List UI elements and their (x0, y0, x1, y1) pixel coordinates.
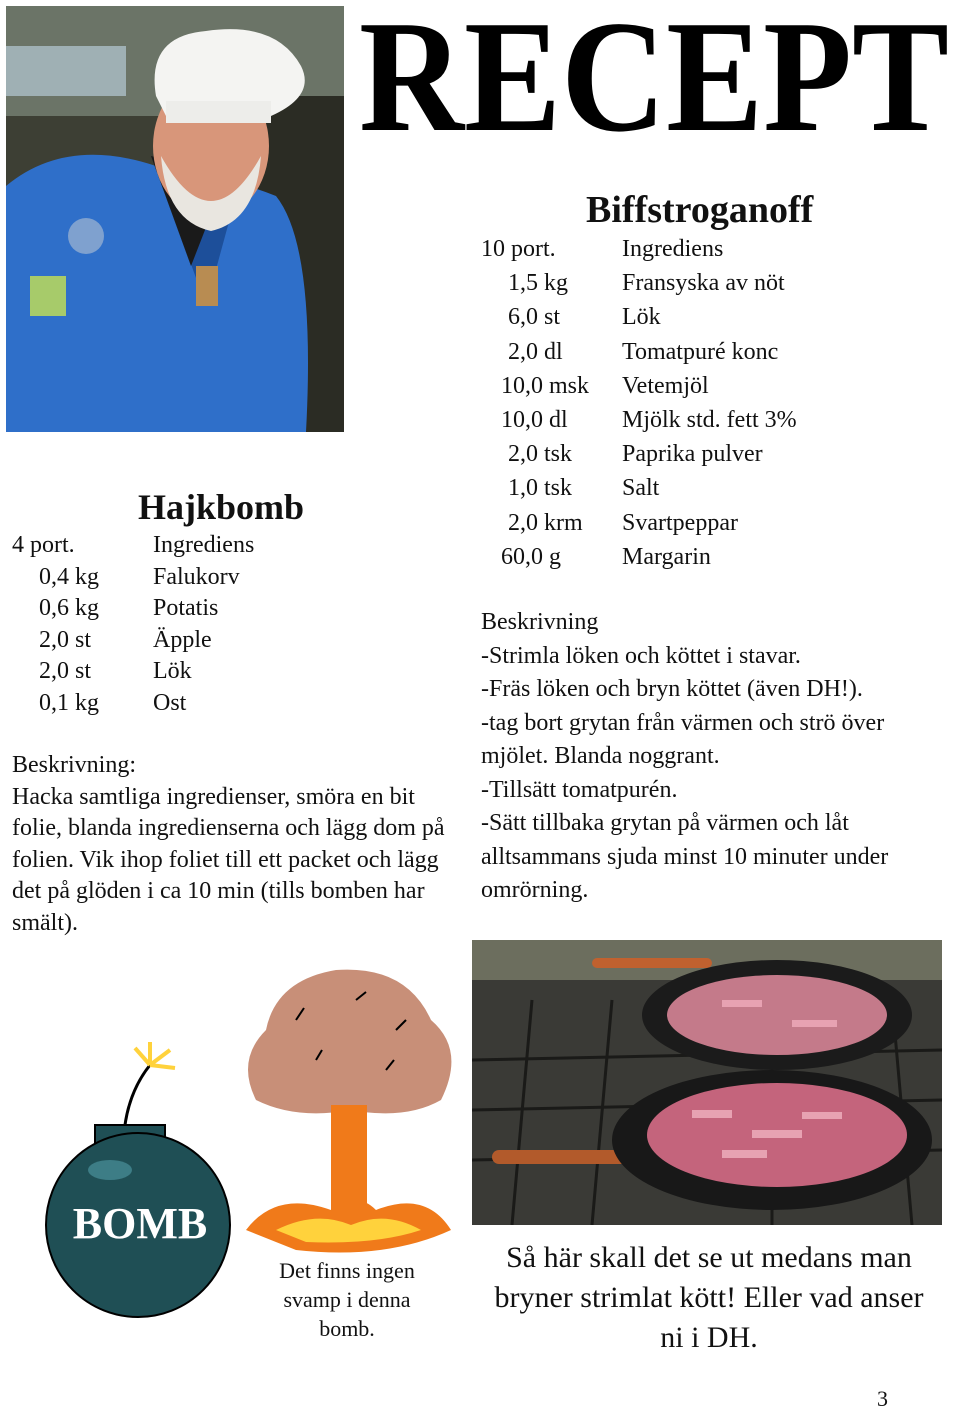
ingredient-row (481, 506, 941, 540)
ingredient-name: Falukorv (153, 563, 240, 590)
biffstroganoff-title: Biffstroganoff (586, 189, 814, 231)
ingredient-row (12, 562, 332, 594)
ingredient-name: Ost (153, 689, 187, 716)
ingredient-row (481, 403, 941, 437)
ingredient-name: Vetemjöl (622, 372, 709, 399)
description-step: -Sätt tillbaka grytan på värmen och låt alltsammans sjuda minst 10 minuter under omrörning. (481, 810, 889, 903)
chef-photo (6, 6, 344, 432)
hajkbomb-ingredients (12, 530, 332, 719)
ingredient-qty: 2,0 st (39, 626, 92, 653)
ingredient-qty: 2,0 krm (508, 509, 583, 536)
ingredient-qty: 0,6 kg (39, 595, 99, 621)
ingredient-name: Tomatpuré konc (622, 338, 779, 365)
ingredient-row (481, 300, 941, 334)
ingredient-row (481, 540, 941, 574)
ingredient-name: Paprika pulver (622, 441, 763, 468)
ingredient-row (12, 688, 332, 720)
ingredient-row (481, 437, 941, 471)
description-step: -Tillsätt tomatpurén. (481, 776, 678, 803)
portions: 10 port. (481, 236, 556, 262)
ingredient-qty: 2,0 tsk (508, 441, 573, 468)
biffstroganoff-description (481, 606, 931, 908)
ingredient-qty: 1,5 kg (508, 270, 568, 297)
ingredient-row (481, 369, 941, 403)
ingredient-row (12, 656, 332, 688)
ingredient-qty: 2,0 st (39, 658, 92, 684)
ingredient-row (12, 593, 332, 625)
biffstroganoff-ingredients (481, 232, 941, 574)
ingredient-name: Lök (622, 304, 661, 331)
ingredient-qty: 2,0 dl (508, 338, 563, 365)
ingredient-row (481, 471, 941, 505)
ingredient-qty: 10,0 dl (501, 406, 568, 433)
banner-title: RECEPT (359, 0, 949, 165)
ingredient-header: Ingrediens (153, 532, 255, 558)
frying-pans-photo (472, 940, 942, 1225)
ingredient-name: Potatis (153, 595, 219, 621)
ingredient-qty: 60,0 g (501, 543, 561, 570)
description-step: -tag bort grytan från värmen och strö över mjölet. Blanda noggrant. (481, 709, 885, 769)
ingredient-qty: 10,0 msk (501, 372, 590, 399)
ingredient-name: Äpple (153, 626, 212, 653)
ingredient-name: Fransyska av nöt (622, 270, 785, 297)
bomb-label: BOMB (72, 1199, 208, 1248)
ingredient-row (481, 266, 941, 300)
ingredient-name: Svartpeppar (622, 509, 738, 536)
ingredient-row (12, 625, 332, 657)
ingredient-qty: 1,0 tsk (508, 475, 573, 502)
description-step: -Strimla löken och köttet i stavar. (481, 642, 801, 669)
description-label: Beskrivning (481, 609, 599, 635)
hajkbomb-title: Hajkbomb (138, 487, 305, 527)
ingredient-name: Lök (153, 658, 192, 684)
mushroom-cloud-illustration (236, 960, 466, 1260)
portions: 4 port. (12, 532, 75, 558)
ingredient-qty: 0,1 kg (39, 689, 99, 716)
bomb-illustration (0, 1030, 250, 1330)
ingredient-name: Margarin (622, 543, 711, 570)
recept-banner (348, 0, 960, 200)
bomb-caption: Det finns ingen svamp i denna bomb. (279, 1258, 415, 1341)
ingredient-row (481, 335, 941, 369)
pans-caption: Så här skall det se ut medans man bryner strimlat kött! Eller vad anser ni i DH. (494, 1241, 924, 1354)
ingredient-header-row (481, 232, 941, 266)
ingredient-qty: 6,0 st (508, 304, 561, 331)
description-step: -Fräs löken och bryn köttet (även DH!). (481, 676, 863, 702)
description-text: Hacka samtliga ingredienser, smöra en bit folie, blanda ingredienserna och lägg dom på folien. Vik ihop foliet till ett packet och lägg det på glöden i ca 10 min (tills bomben har smält). (12, 783, 445, 936)
page-number: 3 (877, 1386, 888, 1411)
hajkbomb-description (12, 750, 462, 939)
description-label: Beskrivning: (12, 752, 136, 778)
ingredient-name: Salt (622, 475, 660, 502)
ingredient-qty: 0,4 kg (39, 563, 99, 590)
ingredient-name: Mjölk std. fett 3% (622, 406, 797, 433)
ingredient-header: Ingrediens (622, 236, 724, 262)
ingredient-header-row (12, 530, 332, 562)
